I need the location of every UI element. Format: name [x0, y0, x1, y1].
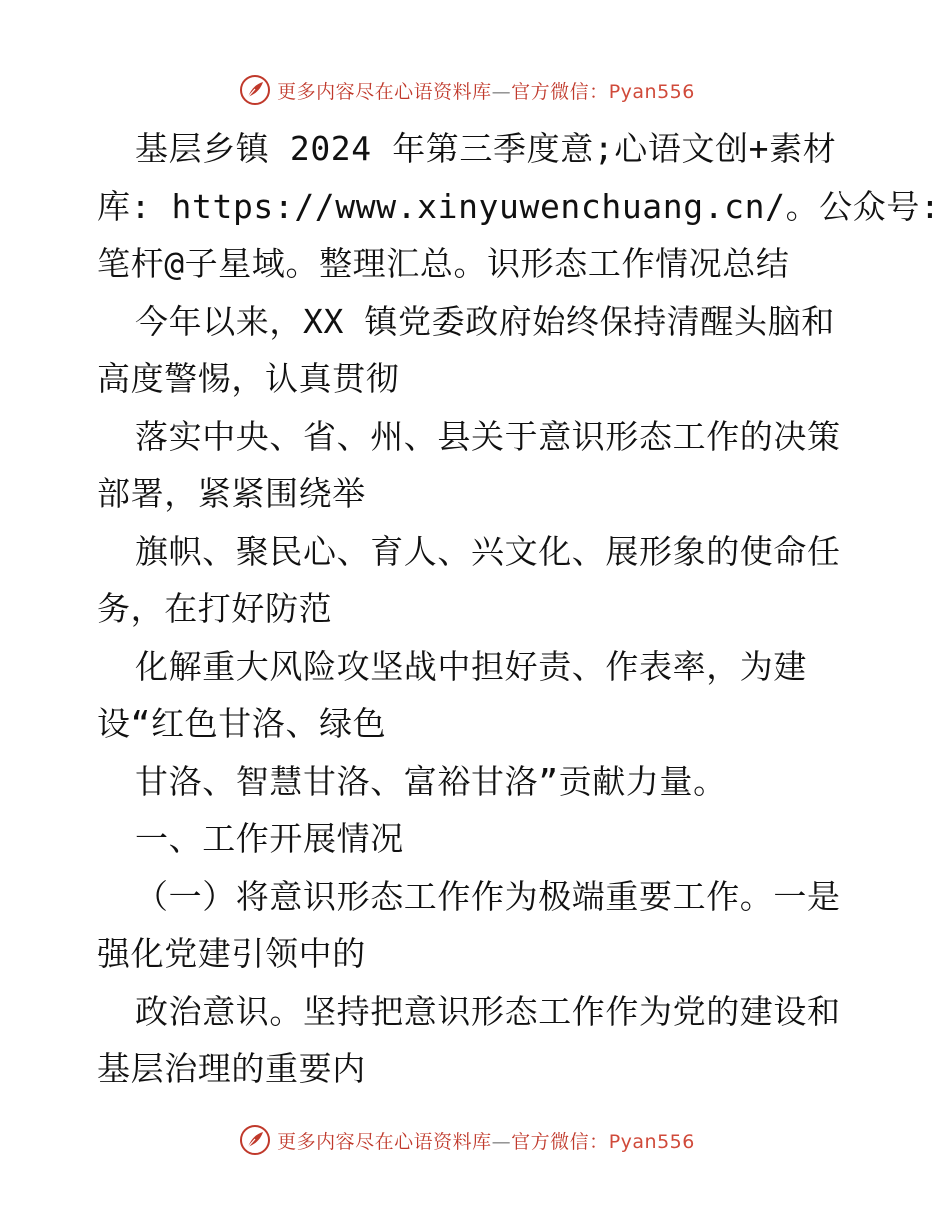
paragraph-line: （一）将意识形态工作作为极端重要工作。一是: [135, 876, 841, 916]
paragraph-line: 化解重大风险攻坚战中担好责、作表率，为建: [135, 646, 807, 686]
paragraph-line: 甘洛、智慧甘洛、富裕甘洛”贡献力量。: [135, 761, 727, 801]
paragraph-line: 库: https://www.xinyuwenchuang.cn/。公众号:: [97, 186, 941, 226]
watermark-text: [277, 77, 695, 104]
watermark-brand: 更多内容尽在心语资料库: [277, 80, 492, 103]
watermark-contact-id: Pyan556: [608, 80, 695, 103]
watermark-brand: 更多内容尽在心语资料库: [277, 1130, 492, 1153]
header-watermark: [0, 70, 950, 110]
watermark-group: [239, 74, 695, 106]
feather-pen-logo-icon: [239, 1124, 271, 1156]
watermark-group: [239, 1124, 695, 1156]
paragraph-line: 旗帜、聚民心、育人、兴文化、展形象的使命任: [135, 531, 841, 571]
footer-watermark: [0, 1120, 950, 1160]
watermark-contact-label: 官方微信：: [511, 80, 609, 103]
watermark-contact-label: 官方微信：: [511, 1130, 609, 1153]
paragraph-line: 基层乡镇 2024 年第三季度意;心语文创+素材: [135, 129, 837, 168]
document-body: [97, 120, 941, 1098]
paragraph-line: 设“红色甘洛、绿色: [97, 704, 387, 743]
watermark-contact-id: Pyan556: [608, 1130, 695, 1153]
watermark-separator: —: [491, 1130, 512, 1153]
paragraph-line: 高度警惕，认真贯彻: [97, 359, 400, 398]
paragraph-line: 强化党建引领中的: [97, 934, 366, 973]
paragraph-line: 政治意识。坚持把意识形态工作作为党的建设和: [135, 991, 841, 1031]
paragraph-line: 务，在打好防范: [97, 589, 333, 628]
paragraph-line: 笔杆@子星域。整理汇总。识形态工作情况总结: [97, 244, 790, 283]
watermark-separator: —: [491, 80, 512, 103]
paragraph-line: 部署，紧紧围绕举: [97, 474, 366, 513]
paragraph-line: 一、工作开展情况: [135, 819, 404, 858]
paragraph-line: 今年以来，XX 镇党委政府始终保持清醒头脑和: [135, 301, 835, 341]
paragraph-line: 落实中央、省、州、县关于意识形态工作的决策: [135, 416, 841, 456]
feather-pen-logo-icon: [239, 74, 271, 106]
watermark-text: [277, 1127, 695, 1154]
paragraph-line: 基层治理的重要内: [97, 1049, 366, 1088]
